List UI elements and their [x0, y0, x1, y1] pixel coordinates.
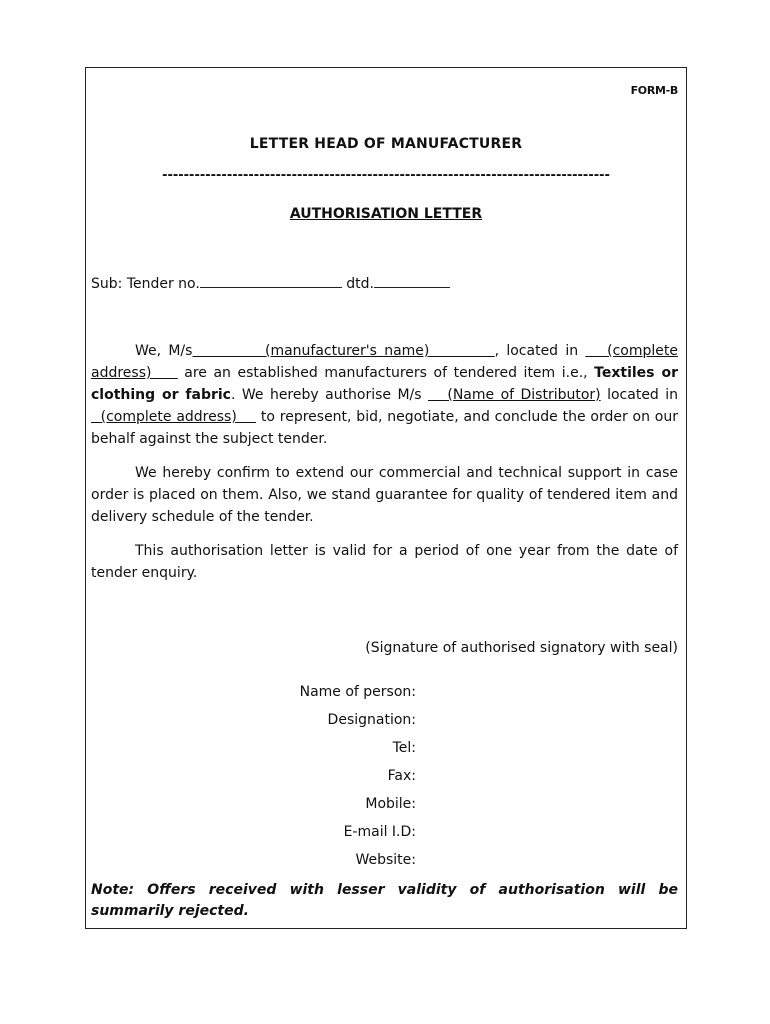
complete-address-placeholder-1[interactable]: (complete address) [91, 343, 678, 381]
field-mobile: Mobile: [365, 796, 416, 812]
we-text: We, M/s [135, 343, 193, 359]
represent-text: to represent, bid, negotiate, and conclude the order on our behalf against the subject tender. [91, 409, 678, 447]
authorise-text: . We hereby authorise M/s [230, 387, 422, 403]
located-in-text: , located in [494, 343, 579, 359]
tender-number-blank[interactable] [200, 273, 342, 288]
tender-number-label: Sub: Tender no. [91, 276, 200, 292]
tender-date-label: dtd. [346, 276, 374, 292]
separator-line: ----------------------------------------------------------------------------------- [162, 168, 610, 183]
distributor-name-placeholder[interactable]: (Name of Distributor) [447, 387, 601, 403]
tendered-item-bold: Textiles or clothing or fabric [91, 365, 679, 403]
field-designation: Designation: [327, 712, 416, 728]
established-text: are an established manufacturers of tendered item i.e., [184, 365, 588, 381]
subject-line [91, 273, 450, 292]
signature-line: (Signature of authorised signatory with seal) [365, 640, 678, 656]
letterhead-heading: LETTER HEAD OF MANUFACTURER [249, 136, 523, 152]
field-fax: Fax: [387, 768, 416, 784]
letter-title: AUTHORISATION LETTER [289, 206, 483, 222]
manufacturer-name-placeholder[interactable]: (manufacturer's name) [264, 343, 430, 359]
paragraph-authorisation [91, 340, 678, 450]
field-website: Website: [355, 852, 416, 868]
field-tel: Tel: [392, 740, 416, 756]
located-in-text-2: located in [607, 387, 679, 403]
complete-address-placeholder-2[interactable]: (complete address) [100, 409, 237, 425]
field-email: E-mail I.D: [343, 824, 416, 840]
tender-date-blank[interactable] [374, 273, 450, 288]
form-code: FORM-B [630, 84, 678, 97]
paragraph-validity: This authorisation letter is valid for a period of one year from the date of tender enquiry. [91, 543, 678, 581]
form-document [85, 67, 687, 929]
note-text: Note: Offers received with lesser validity of authorisation will be summarily rejected. [91, 882, 678, 919]
field-name-of-person: Name of person: [299, 684, 416, 700]
paragraph-support: We hereby confirm to extend our commercial and technical support in case order is placed on them. Also, we stand guarantee for quality of tendered item and delivery schedule of the tender. [91, 465, 678, 525]
